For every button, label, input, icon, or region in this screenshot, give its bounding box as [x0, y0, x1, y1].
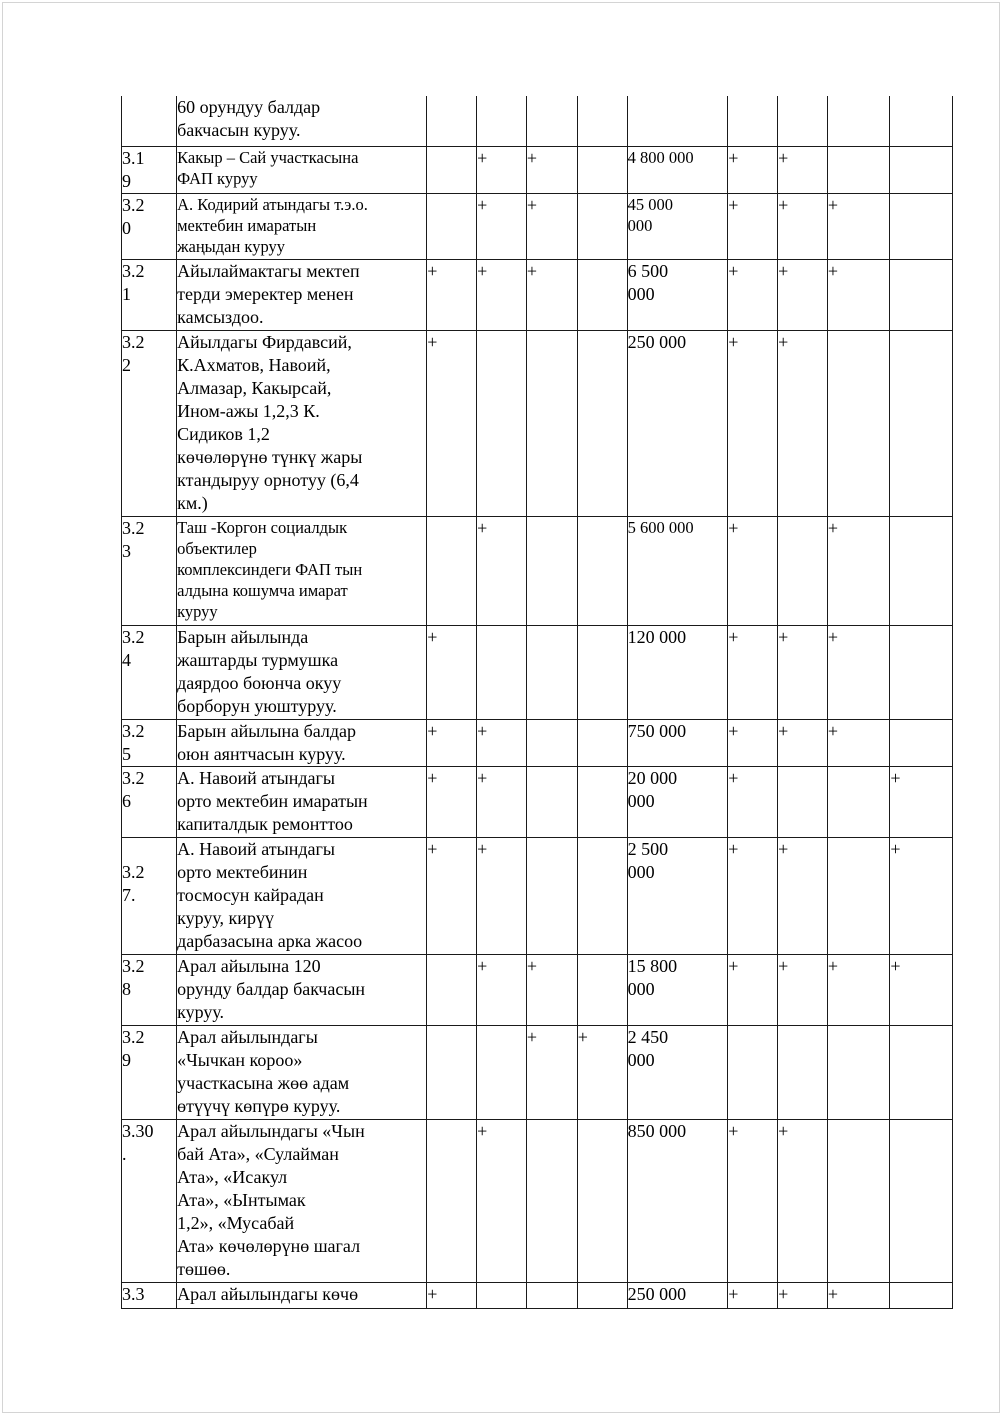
source-mark-4	[890, 1025, 953, 1119]
item-number: 3.2 9	[122, 1025, 177, 1119]
period-mark-1	[427, 96, 477, 146]
source-mark-4	[890, 719, 953, 766]
period-mark-4	[577, 146, 627, 193]
period-mark-4: +	[577, 1025, 627, 1119]
period-mark-3	[526, 96, 577, 146]
table-row	[122, 146, 953, 193]
item-description: Барын айылында жаштарды турмушка даярдоо боюнча окуу борборун уюштуруу.	[177, 625, 427, 719]
source-mark-1: +	[728, 625, 778, 719]
period-mark-2	[477, 625, 527, 719]
period-mark-4	[577, 837, 627, 954]
item-description: Арал айылындагы «Чын бай Ата», «Сулайман Ата», «Исакул Ата», «Ынтымак 1,2», «Мусабай Ата» көчөлөрүнө шагал төшөө.	[177, 1119, 427, 1282]
period-mark-1	[427, 516, 477, 625]
table-row	[122, 259, 953, 330]
source-mark-1: +	[728, 1119, 778, 1282]
item-number: 3.2 1	[122, 259, 177, 330]
table-row	[122, 193, 953, 259]
table-row	[122, 1119, 953, 1282]
period-mark-1: +	[427, 625, 477, 719]
source-mark-4	[890, 330, 953, 516]
period-mark-4	[577, 719, 627, 766]
period-mark-4	[577, 625, 627, 719]
period-mark-1: +	[427, 330, 477, 516]
item-amount: 6 500 000	[627, 259, 728, 330]
item-number: 3.3	[122, 1282, 177, 1308]
item-description: Таш -Коргон социалдык объектилер комплексиндеги ФАП тын алдына кошумча имарат куруу	[177, 516, 427, 625]
source-mark-3	[827, 837, 890, 954]
source-mark-1: +	[728, 330, 778, 516]
period-mark-1	[427, 1025, 477, 1119]
table-row	[122, 766, 953, 837]
source-mark-1: +	[728, 837, 778, 954]
table-row	[122, 1282, 953, 1308]
source-mark-1	[728, 1025, 778, 1119]
table-row	[122, 719, 953, 766]
source-mark-4	[890, 516, 953, 625]
source-mark-3: +	[827, 719, 890, 766]
source-mark-3	[827, 146, 890, 193]
source-mark-2: +	[778, 954, 828, 1025]
item-description: А. Навоий атындагы орто мектебинин тосмосун кайрадан куруу, кирүү дарбазасына арка жасоо	[177, 837, 427, 954]
period-mark-4	[577, 259, 627, 330]
table-row	[122, 837, 953, 954]
item-amount	[627, 96, 728, 146]
source-mark-4	[890, 1282, 953, 1308]
source-mark-2: +	[778, 837, 828, 954]
item-amount: 20 000 000	[627, 766, 728, 837]
period-mark-2: +	[477, 719, 527, 766]
source-mark-4: +	[890, 837, 953, 954]
source-mark-3	[827, 766, 890, 837]
source-mark-1	[728, 96, 778, 146]
period-mark-4	[577, 96, 627, 146]
source-mark-2: +	[778, 719, 828, 766]
period-mark-4	[577, 1282, 627, 1308]
source-mark-3: +	[827, 259, 890, 330]
item-number: 3.2 0	[122, 193, 177, 259]
period-mark-2: +	[477, 146, 527, 193]
period-mark-4	[577, 516, 627, 625]
period-mark-3	[526, 837, 577, 954]
plan-table	[121, 96, 953, 1309]
period-mark-4	[577, 193, 627, 259]
item-description: А. Навоий атындагы орто мектебин имаратын капиталдык ремонттоо	[177, 766, 427, 837]
source-mark-4	[890, 259, 953, 330]
source-mark-3: +	[827, 954, 890, 1025]
source-mark-4: +	[890, 954, 953, 1025]
period-mark-3: +	[526, 193, 577, 259]
source-mark-3: +	[827, 516, 890, 625]
source-mark-1: +	[728, 954, 778, 1025]
source-mark-2: +	[778, 625, 828, 719]
period-mark-3	[526, 766, 577, 837]
period-mark-3	[526, 516, 577, 625]
period-mark-2	[477, 96, 527, 146]
item-description: Какыр – Сай участкасына ФАП куруу	[177, 146, 427, 193]
item-description: Арал айылындагы көчө	[177, 1282, 427, 1308]
source-mark-1: +	[728, 719, 778, 766]
period-mark-2: +	[477, 259, 527, 330]
item-amount: 750 000	[627, 719, 728, 766]
source-mark-3	[827, 96, 890, 146]
item-number: 3.30 .	[122, 1119, 177, 1282]
item-description: Арал айылындагы «Чычкан короо» участкасына жөө адам өтүүчү көпүрө куруу.	[177, 1025, 427, 1119]
period-mark-2: +	[477, 954, 527, 1025]
source-mark-2	[778, 1025, 828, 1119]
source-mark-3: +	[827, 625, 890, 719]
source-mark-2: +	[778, 146, 828, 193]
source-mark-3: +	[827, 1282, 890, 1308]
period-mark-2	[477, 1025, 527, 1119]
source-mark-3	[827, 1119, 890, 1282]
item-number: 3.2 2	[122, 330, 177, 516]
period-mark-4	[577, 954, 627, 1025]
item-amount: 250 000	[627, 1282, 728, 1308]
source-mark-2	[778, 766, 828, 837]
source-mark-1: +	[728, 766, 778, 837]
period-mark-4	[577, 766, 627, 837]
source-mark-2: +	[778, 193, 828, 259]
period-mark-1	[427, 1119, 477, 1282]
source-mark-4	[890, 1119, 953, 1282]
item-description: Барын айылына балдар оюн аянтчасын куруу.	[177, 719, 427, 766]
table-row	[122, 330, 953, 516]
period-mark-4	[577, 330, 627, 516]
period-mark-3: +	[526, 146, 577, 193]
table-row	[122, 625, 953, 719]
item-description: Айылдагы Фирдавсий, К.Ахматов, Навоий, Алмазар, Какырсай, Ином-ажы 1,2,3 К. Сидиков 1,2 көчөлөрүнө түнкү жары ктандыруу орнотуу (6,4 км.)	[177, 330, 427, 516]
period-mark-1: +	[427, 766, 477, 837]
item-amount: 5 600 000	[627, 516, 728, 625]
period-mark-2: +	[477, 837, 527, 954]
period-mark-3: +	[526, 259, 577, 330]
period-mark-2	[477, 330, 527, 516]
source-mark-1: +	[728, 146, 778, 193]
period-mark-1: +	[427, 1282, 477, 1308]
item-number	[122, 96, 177, 146]
table-row	[122, 96, 953, 146]
source-mark-3	[827, 330, 890, 516]
period-mark-2	[477, 1282, 527, 1308]
item-amount: 850 000	[627, 1119, 728, 1282]
item-description: Арал айылына 120 орунду балдар бакчасын куруу.	[177, 954, 427, 1025]
period-mark-4	[577, 1119, 627, 1282]
source-mark-2: +	[778, 1282, 828, 1308]
period-mark-2: +	[477, 1119, 527, 1282]
source-mark-4	[890, 96, 953, 146]
item-amount: 45 000 000	[627, 193, 728, 259]
table-row	[122, 516, 953, 625]
period-mark-3	[526, 625, 577, 719]
period-mark-1	[427, 954, 477, 1025]
source-mark-4	[890, 625, 953, 719]
source-mark-3	[827, 1025, 890, 1119]
period-mark-3	[526, 1119, 577, 1282]
item-number: 3.1 9	[122, 146, 177, 193]
source-mark-4: +	[890, 766, 953, 837]
item-number: 3.2 5	[122, 719, 177, 766]
item-amount: 120 000	[627, 625, 728, 719]
period-mark-3: +	[526, 954, 577, 1025]
period-mark-1: +	[427, 259, 477, 330]
item-amount: 250 000	[627, 330, 728, 516]
item-description: А. Кодирий атындагы т.э.о. мектебин имаратын жаңыдан куруу	[177, 193, 427, 259]
period-mark-3: +	[526, 1025, 577, 1119]
source-mark-1: +	[728, 259, 778, 330]
table-row	[122, 1025, 953, 1119]
period-mark-2: +	[477, 193, 527, 259]
source-mark-2: +	[778, 1119, 828, 1282]
source-mark-4	[890, 146, 953, 193]
item-number: 3.2 8	[122, 954, 177, 1025]
period-mark-3	[526, 330, 577, 516]
source-mark-3: +	[827, 193, 890, 259]
period-mark-1: +	[427, 837, 477, 954]
table-row	[122, 954, 953, 1025]
source-mark-1: +	[728, 193, 778, 259]
item-number: 3.2 3	[122, 516, 177, 625]
item-amount: 2 450 000	[627, 1025, 728, 1119]
period-mark-1: +	[427, 719, 477, 766]
period-mark-3	[526, 1282, 577, 1308]
period-mark-2: +	[477, 516, 527, 625]
item-number: 3.2 6	[122, 766, 177, 837]
item-description: 60 орундуу балдар бакчасын куруу.	[177, 96, 427, 146]
source-mark-2	[778, 96, 828, 146]
item-number: 3.2 4	[122, 625, 177, 719]
item-description: Айылаймактагы мектеп терди эмеректер менен камсыздоо.	[177, 259, 427, 330]
item-amount: 2 500 000	[627, 837, 728, 954]
source-mark-2	[778, 516, 828, 625]
source-mark-4	[890, 193, 953, 259]
item-amount: 4 800 000	[627, 146, 728, 193]
item-amount: 15 800 000	[627, 954, 728, 1025]
period-mark-1	[427, 193, 477, 259]
source-mark-2: +	[778, 259, 828, 330]
period-mark-1	[427, 146, 477, 193]
source-mark-2: +	[778, 330, 828, 516]
period-mark-3	[526, 719, 577, 766]
source-mark-1: +	[728, 1282, 778, 1308]
source-mark-1: +	[728, 516, 778, 625]
item-number: 3.2 7.	[122, 837, 177, 954]
period-mark-2: +	[477, 766, 527, 837]
